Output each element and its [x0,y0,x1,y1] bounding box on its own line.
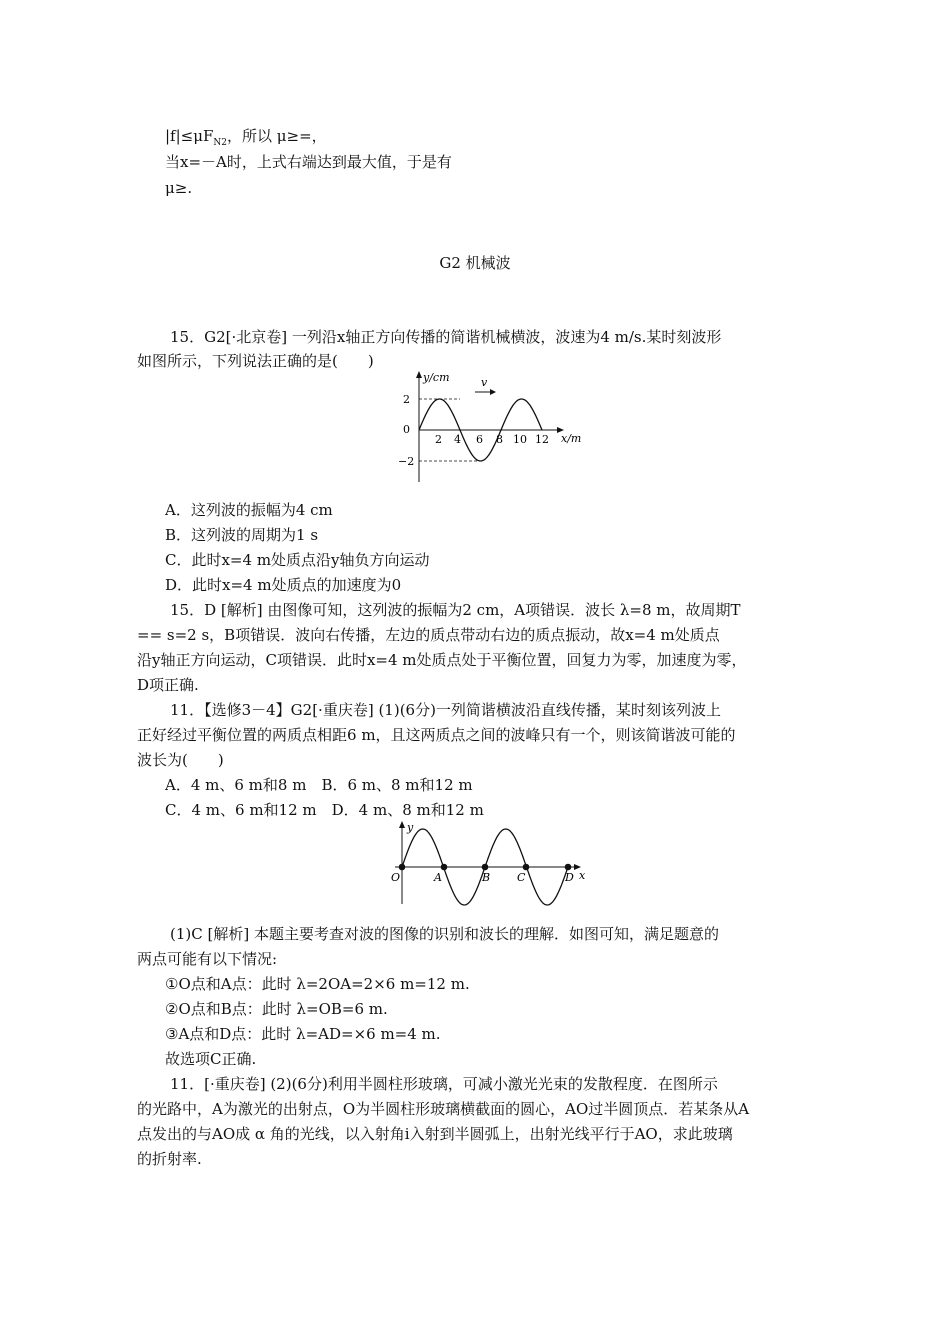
q15-answer-3: 沿y轴正方向运动，C项错误．此时x=4 m处质点处于平衡位置，回复力为零，加速度为零， [137,651,747,669]
q11-stem-1: 11．【选修3－4】G2[·重庆卷] (1)(6分)一列简谐横波沿直线传播，某时刻该列波上 [170,701,721,719]
q15-wave-figure [385,368,590,488]
q11b-line-2: 的光路中，A为激光的出射点，O为半圆柱形玻璃横截面的圆心，AO过半圆顶点．若某条从A [137,1100,750,1118]
q15-answer-4: D项正确. [137,676,199,694]
q11b-line-1: 11．[·重庆卷] (2)(6分)利用半圆柱形玻璃，可减小激光光束的发散程度．在图所示 [170,1075,718,1093]
q11-label-o: O [391,871,401,884]
q15-x-tick-10: 10 [513,433,527,446]
q15-x-tick-8: 8 [496,433,503,446]
intro-line-1-tail: ，所以 μ≥=， [227,127,327,145]
q15-answer-2: == s=2 s，B项错误．波向右传播，左边的质点带动右边的质点振动，故x=4 m处质点 [137,626,720,644]
q11-options-2: C．4 m、6 m和12 m D．4 m、8 m和12 m [165,801,484,819]
q11-answer-1: (1)C [解析] 本题主要考查对波的图像的识别和波长的理解．如图可知，满足题意的 [170,925,719,943]
q15-stem-2: 如图所示，下列说法正确的是( ) [137,352,374,370]
q11-point-a [441,864,448,871]
q11-label-d: D [565,871,574,884]
q11-y-arrow [399,821,405,828]
intro-line-1-head: |f|≤μF [165,127,214,145]
q11-point-b [482,864,489,871]
q11-label-a: A [434,871,442,884]
q11-point-d [565,864,572,871]
q11-answer-2: 两点可能有以下情况: [137,950,278,968]
q15-stem-1: 15．G2[·北京卷] 一列沿x轴正方向传播的简谐机械横波，波速为4 m/s.某时刻波形 [170,328,722,346]
q15-y-label: y/cm [423,371,450,384]
q11-answer-4: ②O点和B点：此时 λ=OB=6 m. [165,1000,388,1018]
q15-y-tick-2: 2 [403,393,410,406]
q11-label-b: B [482,871,491,884]
q11-options-1: A．4 m、6 m和8 m B．6 m、8 m和12 m [165,776,473,794]
q15-y-arrow [416,371,422,378]
q11-y-label: y [407,821,414,834]
q11-answer-3: ①O点和A点：此时 λ=2OA=2×6 m=12 m. [165,975,470,993]
q15-v-label: v [481,376,488,389]
q11-x-label: x [579,869,586,882]
intro-line-1 [165,126,327,153]
q15-x-tick-12: 12 [535,433,549,446]
q11-answer-5: ③A点和D点：此时 λ=AD=×6 m=4 m. [165,1025,441,1043]
q15-option-c: C．此时x=4 m处质点沿y轴负方向运动 [165,551,430,569]
q11b-line-4: 的折射率. [137,1150,202,1168]
q11-stem-3: 波长为( ) [137,751,224,769]
q15-answer-1: 15．D [解析] 由图像可知，这列波的振幅为2 cm，A项错误．波长 λ=8 m，故周期T [170,601,741,619]
q11-answer-6: 故选项C正确. [165,1050,257,1068]
q15-option-d: D．此时x=4 m处质点的加速度为0 [165,576,402,594]
q15-x-tick-4: 4 [454,433,461,446]
q11-wave-figure [385,818,595,906]
q15-velocity-arrowhead [490,389,496,395]
section-title: G2 机械波 [439,254,511,272]
q11-point-o [399,864,406,871]
q15-y-tick-0: 0 [403,423,410,436]
intro-line-3: μ≥. [165,179,193,197]
q11b-line-3: 点发出的与AO成 α 角的光线，以入射角i入射到半圆弧上，出射光线平行于AO，求此玻璃 [137,1125,733,1143]
q15-option-a: A．这列波的振幅为4 cm [165,501,333,519]
q11-stem-2: 正好经过平衡位置的两质点相距6 m，且这两质点之间的波峰只有一个，则该简谐波可能的 [137,726,736,744]
intro-line-1-sub: N2 [213,138,227,148]
q15-y-tick-neg2: −2 [398,455,415,468]
q11-point-c [523,864,530,871]
q15-x-label: x/m [561,432,582,445]
intro-line-2: 当x=－A时，上式右端达到最大值，于是有 [165,153,452,171]
q15-option-b: B．这列波的周期为1 s [165,526,319,544]
q15-x-tick-2: 2 [435,433,442,446]
q15-x-tick-6: 6 [476,433,483,446]
q11-label-c: C [517,871,526,884]
